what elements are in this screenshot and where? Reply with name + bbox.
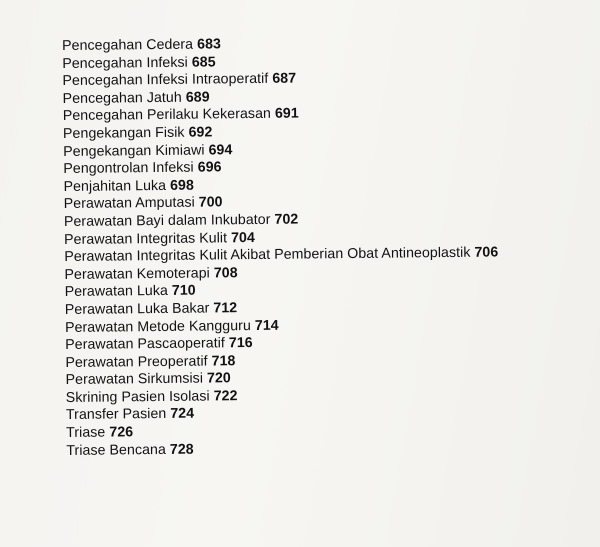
entry-page-number: 691 xyxy=(274,105,299,123)
entry-name: Perawatan Amputasi xyxy=(63,194,195,213)
entry-page-number: 728 xyxy=(169,441,194,458)
entry-page-number: 692 xyxy=(188,124,213,141)
entry-name: Perawatan Bayi dalam Inkubator xyxy=(63,211,271,230)
entry-name: Pencegahan Jatuh xyxy=(62,89,182,107)
entry-name: Pencegahan Infeksi Intraoperatif xyxy=(62,71,269,90)
entry-page-number: 696 xyxy=(197,159,222,176)
entry-name: Perawatan Luka Bakar xyxy=(64,300,210,318)
entry-name: Pencegahan Perilaku Kekerasan xyxy=(62,106,272,125)
entry-page-number: 714 xyxy=(254,317,279,334)
entry-name: Perawatan Sirkumsisi xyxy=(65,370,204,389)
entry-page-number: 698 xyxy=(169,177,194,194)
entry-name: Perawatan Integritas Kulit xyxy=(64,229,228,248)
entry-page-number: 704 xyxy=(230,229,255,246)
entry-page-number: 726 xyxy=(109,424,134,441)
entry-page-number: 683 xyxy=(197,36,222,53)
entry-page-number: 716 xyxy=(228,335,253,352)
entry-name: Triase Bencana xyxy=(66,441,166,459)
entry-page-number: 702 xyxy=(274,211,299,228)
entry-name: Perawatan Metode Kangguru xyxy=(64,317,251,336)
entry-name: Pencegahan Cedera xyxy=(62,36,194,54)
entry-name: Skrining Pasien Isolasi xyxy=(65,388,210,406)
entry-page-number: 685 xyxy=(191,53,216,71)
entry-name: Perawatan Integritas Kulit Akibat Pemberian Obat Antineoplastik xyxy=(64,244,471,266)
entry-name: Perawatan Kemoterapi xyxy=(64,265,210,283)
entry-name: Perawatan Luka xyxy=(64,283,168,301)
entry-page-number: 712 xyxy=(213,300,238,317)
index-list xyxy=(62,33,500,460)
entry-page-number: 689 xyxy=(185,89,210,106)
entry-page-number: 724 xyxy=(170,406,195,423)
entry-name: Triase xyxy=(66,424,106,442)
entry-page-number: 694 xyxy=(208,141,233,159)
entry-page-number: 710 xyxy=(171,282,196,300)
entry-name: Penjahitan Luka xyxy=(63,177,167,195)
entry-page-number: 718 xyxy=(211,352,236,370)
entry-page-number: 720 xyxy=(206,370,231,387)
index-entry xyxy=(66,438,500,460)
entry-page-number: 700 xyxy=(198,194,223,211)
entry-page-number: 708 xyxy=(213,264,238,282)
entry-page-number: 722 xyxy=(213,388,238,405)
entry-name: Perawatan Preoperatif xyxy=(65,353,208,371)
entry-name: Pengontrolan Infeksi xyxy=(63,159,194,178)
entry-name: Pengekangan Fisik xyxy=(62,124,185,142)
entry-name: Perawatan Pascaoperatif xyxy=(65,335,225,354)
entry-page-number: 687 xyxy=(272,70,297,87)
entry-page-number: 706 xyxy=(474,244,499,261)
entry-name: Pencegahan Infeksi xyxy=(62,54,188,72)
entry-name: Transfer Pasien xyxy=(65,406,167,424)
entry-name: Pengekangan Kimiawi xyxy=(63,142,205,160)
